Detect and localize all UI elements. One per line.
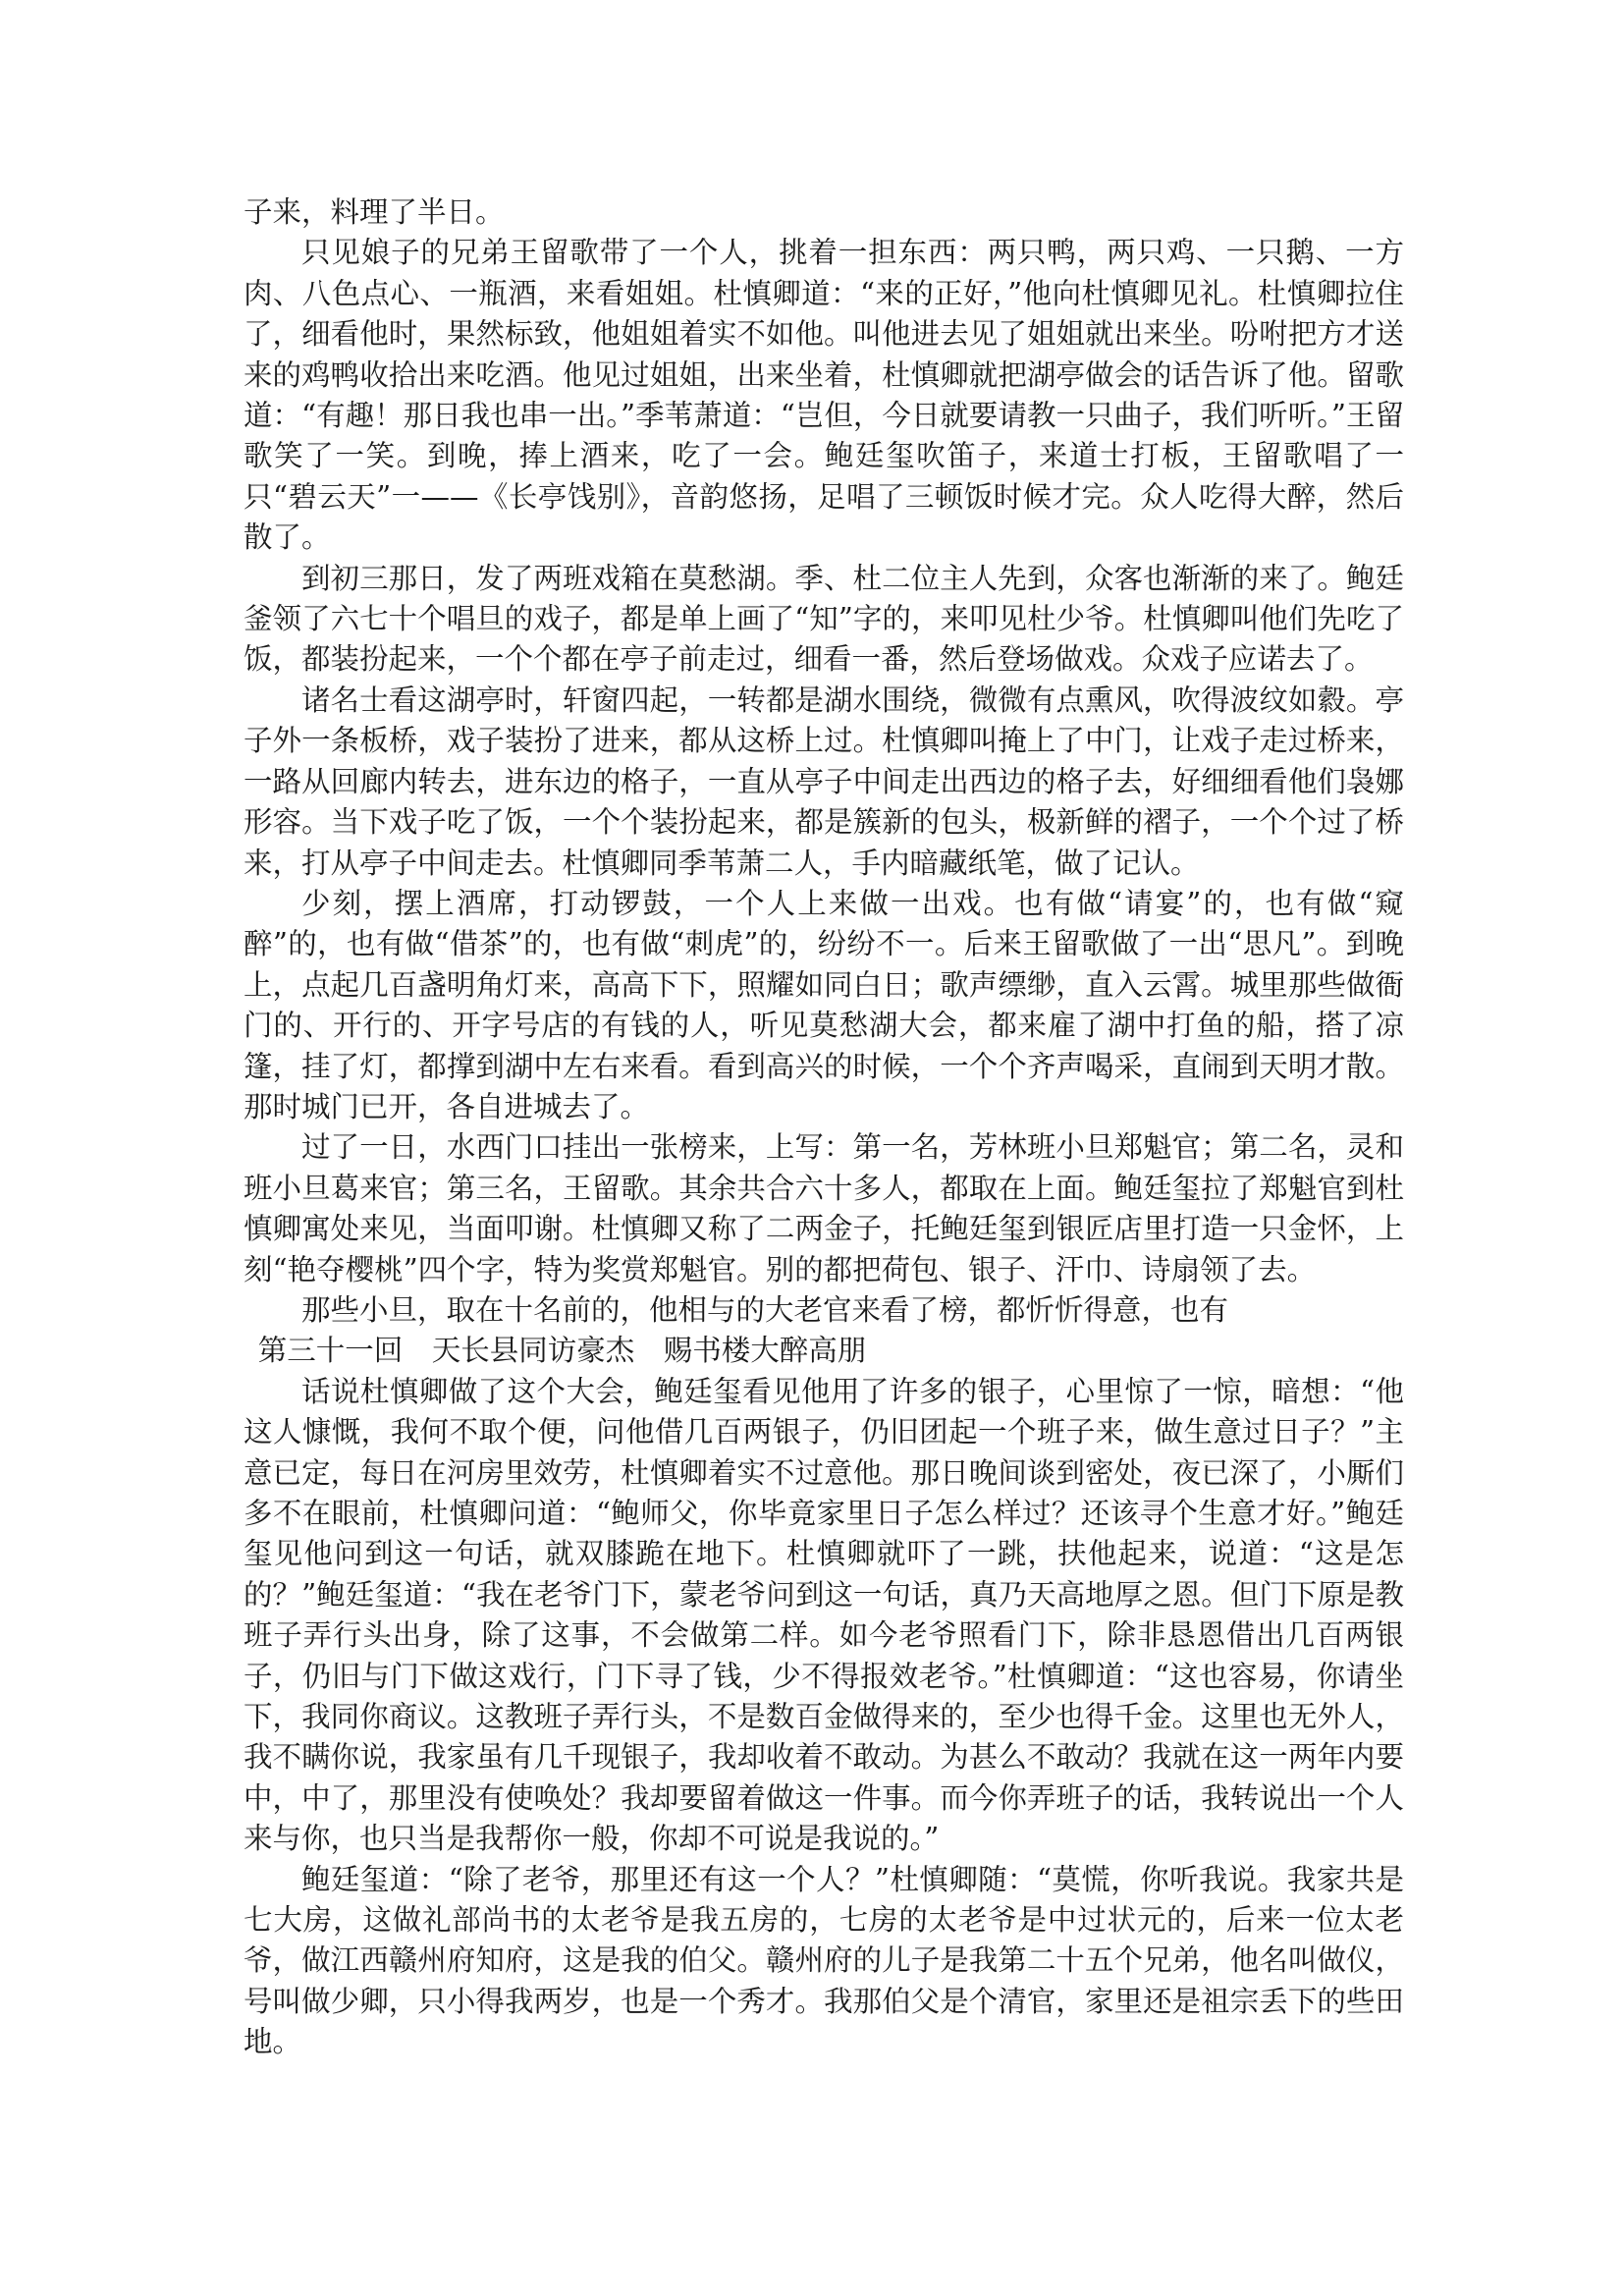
document-page (243, 192, 1404, 2063)
paragraph: 那些小旦，取在十名前的，他相与的大老官来看了榜，都忻忻得意，也有 (301, 1292, 1229, 1327)
chapter-heading: 第三十一回 天长县同访豪杰 赐书楼大醉高朋 (257, 1334, 867, 1368)
paragraph: 子来，料理了半日。 (243, 195, 505, 229)
paragraph: 鲍廷玺道：“除了老爷，那里还有这一个人？”杜慎卿随：“莫慌，你听我说。我家共是七大房，这做礼部尚书的太老爷是我五房的，七房的太老爷是中过状元的，后来一位太老爷，做江西赣州府知府，这是我的伯父。赣州府的儿子是我第二十五个兄弟，他名叫做仪，号叫做少卿，只小得我两岁，也是一个秀才。我那伯父是个清官，家里还是祖宗丢下的些田地。 (243, 1862, 1404, 2059)
paragraph: 过了一日，水西门口挂出一张榜来，上写：第一名，芳林班小旦郑魁官；第二名，灵和班小旦葛来官；第三名，王留歌。其余共合六十多人，都取在上面。鲍廷玺拉了郑魁官到杜慎卿寓处来见，当面叩谢。杜慎卿又称了二两金子，托鲍廷玺到银匠店里打造一只金怀，上刻“艳夺樱桃”四个字，特为奖赏郑魁官。别的都把荷包、银子、汗巾、诗扇领了去。 (243, 1130, 1404, 1286)
paragraph: 只见娘子的兄弟王留歌带了一个人，挑着一担东西：两只鸭，两只鸡、一只鹅、一方肉、八色点心、一瓶酒，来看姐姐。杜慎卿道：“来的正好，”他向杜慎卿见礼。杜慎卿拉住了，细看他时，果然标致，他姐姐着实不如他。叫他进去见了姐姐就出来坐。吩咐把方才送来的鸡鸭收拾出来吃酒。他见过姐姐，出来坐着，杜慎卿就把湖亭做会的话告诉了他。留歌道：“有趣！那日我也串一出。”季苇萧道：“岂但，今日就要请教一只曲子，我们听听。”王留歌笑了一笑。到晚，捧上酒来，吃了一会。鲍廷玺吹笛子，来道士打板，王留歌唱了一只“碧云天”一——《长亭饯别》，音韵悠扬，足唱了三顿饭时候才完。众人吃得大醉，然后散了。 (243, 236, 1404, 555)
paragraph: 诸名士看这湖亭时，轩窗四起，一转都是湖水围绕，微微有点熏风，吹得波纹如縠。亭子外一条板桥，戏子装扮了进来，都从这桥上过。杜慎卿叫掩上了中门，让戏子走过桥来，一路从回廊内转去，进东边的格子，一直从亭子中间走出西边的格子去，好细细看他们袅娜形容。当下戏子吃了饭，一个个装扮起来，都是簇新的包头，极新鲜的褶子，一个个过了桥来，打从亭子中间走去。杜慎卿同季苇萧二人，手内暗藏纸笔，做了记认。 (243, 683, 1404, 880)
paragraph: 话说杜慎卿做了这个大会，鲍廷玺看见他用了许多的银子，心里惊了一惊，暗想：“他这人慷慨，我何不取个便，问他借几百两银子，仍旧团起一个班子来，做生意过日子？”主意已定，每日在河房里效劳，杜慎卿着实不过意他。那日晚间谈到密处，夜已深了，小厮们多不在眼前，杜慎卿问道：“鲍师父，你毕竟家里日子怎么样过？还该寻个生意才好。”鲍廷玺见他问到这一句话，就双膝跪在地下。杜慎卿就吓了一跳，扶他起来，说道：“这是怎的？”鲍廷玺道：“我在老爷门下，蒙老爷问到这一句话，真乃天高地厚之恩。但门下原是教班子弄行头出身，除了这事，不会做第二样。如今老爷照看门下，除非恳恩借出几百两银子，仍旧与门下做这戏行，门下寻了钱，少不得报效老爷。”杜慎卿道：“这也容易，你请坐下，我同你商议。这教班子弄行头，不是数百金做得来的，至少也得千金。这里也无外人，我不瞒你说，我家虽有几千现银子，我却收着不敢动。为甚么不敢动？我就在这一两年内要中，中了，那里没有使唤处？我却要留着做这一件事。而今你弄班子的话，我转说出一个人来与你，也只当是我帮你一般，你却不可说是我说的。” (243, 1374, 1404, 1856)
paragraph: 少刻，摆上酒席，打动锣鼓，一个人上来做一出戏。也有做“请宴”的，也有做“窥醉”的，也有做“借茶”的，也有做“刺虎”的，纷纷不一。后来王留歌做了一出“思凡”。到晚上，点起几百盏明角灯来，高高下下，照耀如同白日；歌声缥缈，直入云霄。城里那些做衙门的、开行的、开字号店的有钱的人，听见莫愁湖大会，都来雇了湖中打鱼的船，搭了凉篷，挂了灯，都撑到湖中左右来看。看到高兴的时候，一个个齐声喝采，直闹到天明才散。那时城门已开，各自进城去了。 (243, 886, 1404, 1123)
paragraph: 到初三那日，发了两班戏箱在莫愁湖。季、杜二位主人先到，众客也渐渐的来了。鲍廷釜领了六七十个唱旦的戏子，都是单上画了“知”字的，来叩见杜少爷。杜慎卿叫他们先吃了饭，都装扮起来，一个个都在亭子前走过，细看一番，然后登场做戏。众戏子应诺去了。 (243, 561, 1404, 677)
